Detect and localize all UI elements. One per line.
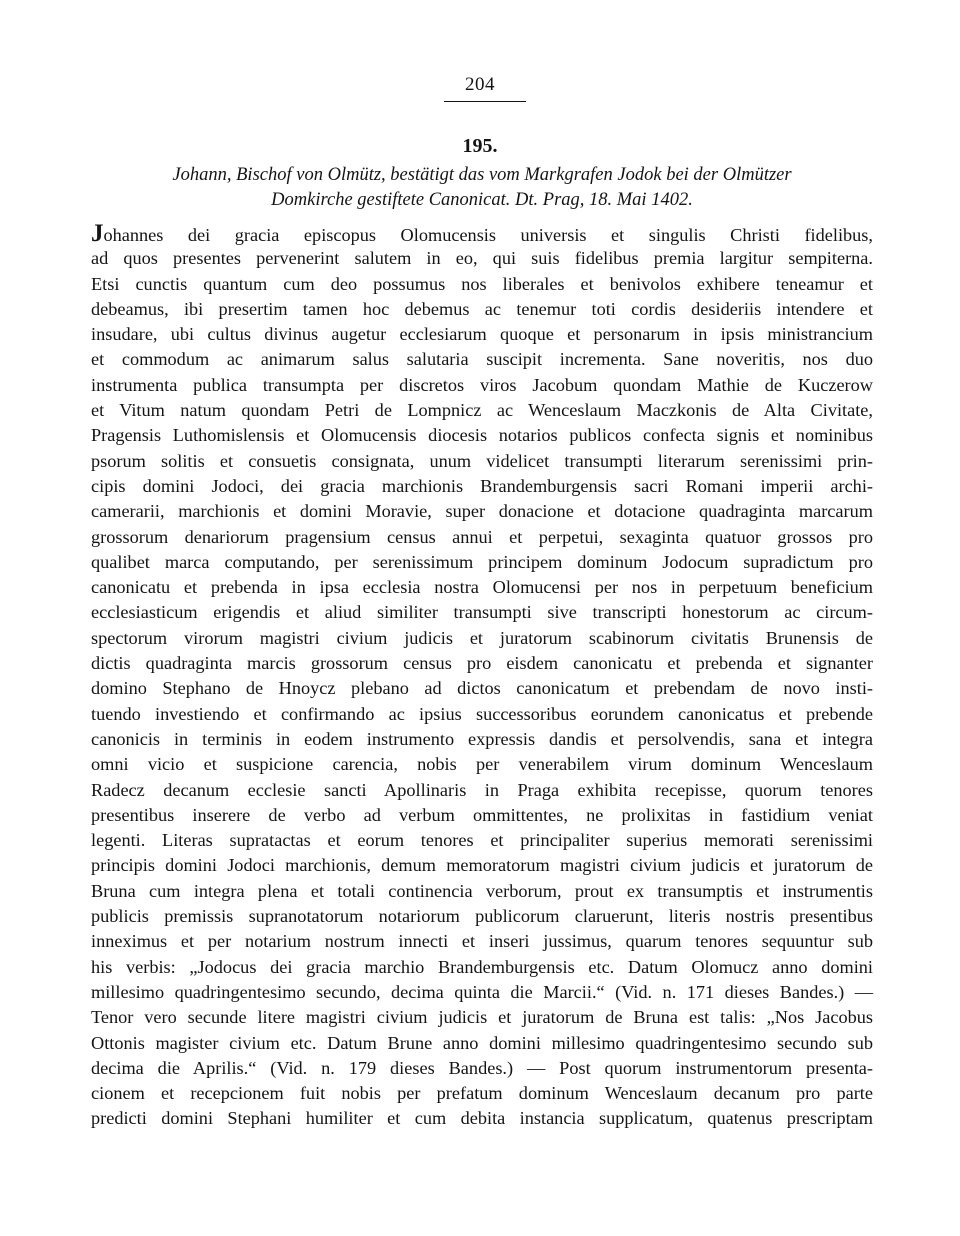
text-line: inneximus et per notarium nostrum innecti et inseri jussimus, quarum tenores sequuntur sub bbox=[91, 931, 873, 952]
text-line: ecclesiasticum erigendis et aliud similiter transumpti sive transcripti honestorum ac circum- bbox=[91, 602, 873, 623]
document-heading bbox=[91, 163, 873, 213]
text-line: omni vicio et suspicione carencia, nobis per venerabilem virum dominum Wenceslaum bbox=[91, 754, 873, 775]
text-line: Bruna cum integra plena et totali continencia verborum, prout ex transumptis et instrumentis bbox=[91, 880, 873, 901]
first-line-text: ohannes dei gracia episcopus Olomucensis universis et singulis Christi fidelibus, bbox=[103, 225, 873, 245]
text-line: dictis quadraginta marcis grossorum census pro eisdem canonicatu et prebenda et signanter bbox=[91, 653, 873, 674]
text-line: camerarii, marchionis et domini Moravie, super donacione et dotacione quadraginta marcarum bbox=[91, 501, 873, 522]
text-line: millesimo quadringentesimo secundo, decima quinta die Marcii.“ (Vid. n. 171 dieses Bandes.) — bbox=[91, 981, 873, 1002]
text-line: grossorum denariorum pragensium census annui et perpetui, sexaginta quatuor grossos pro bbox=[91, 526, 873, 547]
text-line: Etsi cunctis quantum cum deo possumus nos liberales et benivolos exhibere teneamur et bbox=[91, 273, 873, 294]
document-number: 195. bbox=[462, 135, 498, 157]
text-line: domino Stephano de Hnoycz plebano ad dictos canonicatum et prebendam de novo insti- bbox=[91, 678, 873, 699]
page-number-rule bbox=[444, 101, 526, 102]
text-line: decima die Aprilis.“ (Vid. n. 179 dieses Bandes.) — Post quorum instrumentorum presenta- bbox=[91, 1057, 873, 1078]
text-line: canonicatu et prebenda in ipsa ecclesia nostra Olomucensi per nos in perpetuum beneficium bbox=[91, 577, 873, 598]
text-line: insudare, ubi cultus divinus augetur ecclesiarum quoque et personarum in ipsis ministrancium bbox=[91, 324, 873, 345]
text-line: qualibet marca computando, per serenissimum principem dominum Jodocum supradictum pro bbox=[91, 551, 873, 572]
text-line: legenti. Literas supratactas et eorum tenores et principaliter superius memorati serenissimi bbox=[91, 830, 873, 851]
text-line: debeamus, ibi presertim tamen hoc debemus ac tenemur toti cordis desideriis intendere et bbox=[91, 298, 873, 319]
heading-line-1: Johann, Bischof von Olmütz, bestätigt das vom Markgrafen Jodok bei der Olmützer bbox=[172, 165, 792, 185]
text-line: tuendo investiendo et confirmando ac ipsius successoribus eorundem canonicatus et prebende bbox=[91, 703, 873, 724]
text-line: Tenor vero secunde litere magistri civium judicis et juratorum de Bruna est talis: „Nos Jacobus bbox=[91, 1007, 873, 1028]
body-text bbox=[91, 221, 873, 1132]
text-line: Radecz decanum ecclesie sancti Apollinaris in Praga exhibita recepisse, quorum tenores bbox=[91, 779, 873, 800]
text-line: Ottonis magister civium etc. Datum Brune anno domini millesimo quadringentesimo secundo sub bbox=[91, 1032, 873, 1053]
text-line: principis domini Jodoci marchionis, demum memoratorum magistri civium judicis et juratorum de bbox=[91, 855, 873, 876]
heading-line-2: Domkirche gestiftete Canonicat. Dt. Prag, 18. Mai 1402. bbox=[271, 190, 693, 210]
text-line: instrumenta publica transumpta per discretos viros Jacobum quondam Mathie de Kuczerow bbox=[91, 374, 873, 395]
page-number: 204 bbox=[465, 74, 495, 95]
text-line: canonicis in terminis in eodem instrumento expressis dandis et persolvendis, sana et integra bbox=[91, 728, 873, 749]
text-line bbox=[91, 221, 873, 246]
text-line: spectorum virorum magistri civium judicis et juratorum scabinorum civitatis Brunensis de bbox=[91, 627, 873, 648]
text-line: et Vitum natum quondam Petri de Lompnicz ac Wenceslaum Maczkonis de Alta Civitate, bbox=[91, 400, 873, 421]
initial-letter: J bbox=[91, 220, 104, 247]
text-line: presentibus inserere de verbo ad verbum ommittentes, ne prolixitas in fastidium veniat bbox=[91, 804, 873, 825]
text-line: cionem et recepcionem fuit nobis per prefatum dominum Wenceslaum decanum pro parte bbox=[91, 1083, 873, 1104]
text-line: his verbis: „Jodocus dei gracia marchio Brandemburgensis etc. Datum Olomucz anno domini bbox=[91, 956, 873, 977]
text-line: ad quos presentes pervenerint salutem in eo, qui suis fidelibus premia largitur sempiterna. bbox=[91, 248, 873, 269]
text-line: Pragensis Luthomislensis et Olomucensis diocesis notarios publicos confecta signis et nominibus bbox=[91, 425, 873, 446]
text-line: et commodum ac animarum salus salutaria suscipit incrementa. Sane noveritis, nos duo bbox=[91, 349, 873, 370]
text-line: cipis domini Jodoci, dei gracia marchionis Brandemburgensis sacri Romani imperii archi- bbox=[91, 475, 873, 496]
text-line: predicti domini Stephani humiliter et cum debita instancia supplicatum, quatenus prescriptam bbox=[91, 1108, 873, 1129]
text-line: psorum solitis et consuetis consignata, unum videlicet transumpti literarum serenissimi prin- bbox=[91, 450, 873, 471]
text-line: publicis premissis supranotatorum notariorum publicorum claruerunt, literis nostris presentibus bbox=[91, 906, 873, 927]
